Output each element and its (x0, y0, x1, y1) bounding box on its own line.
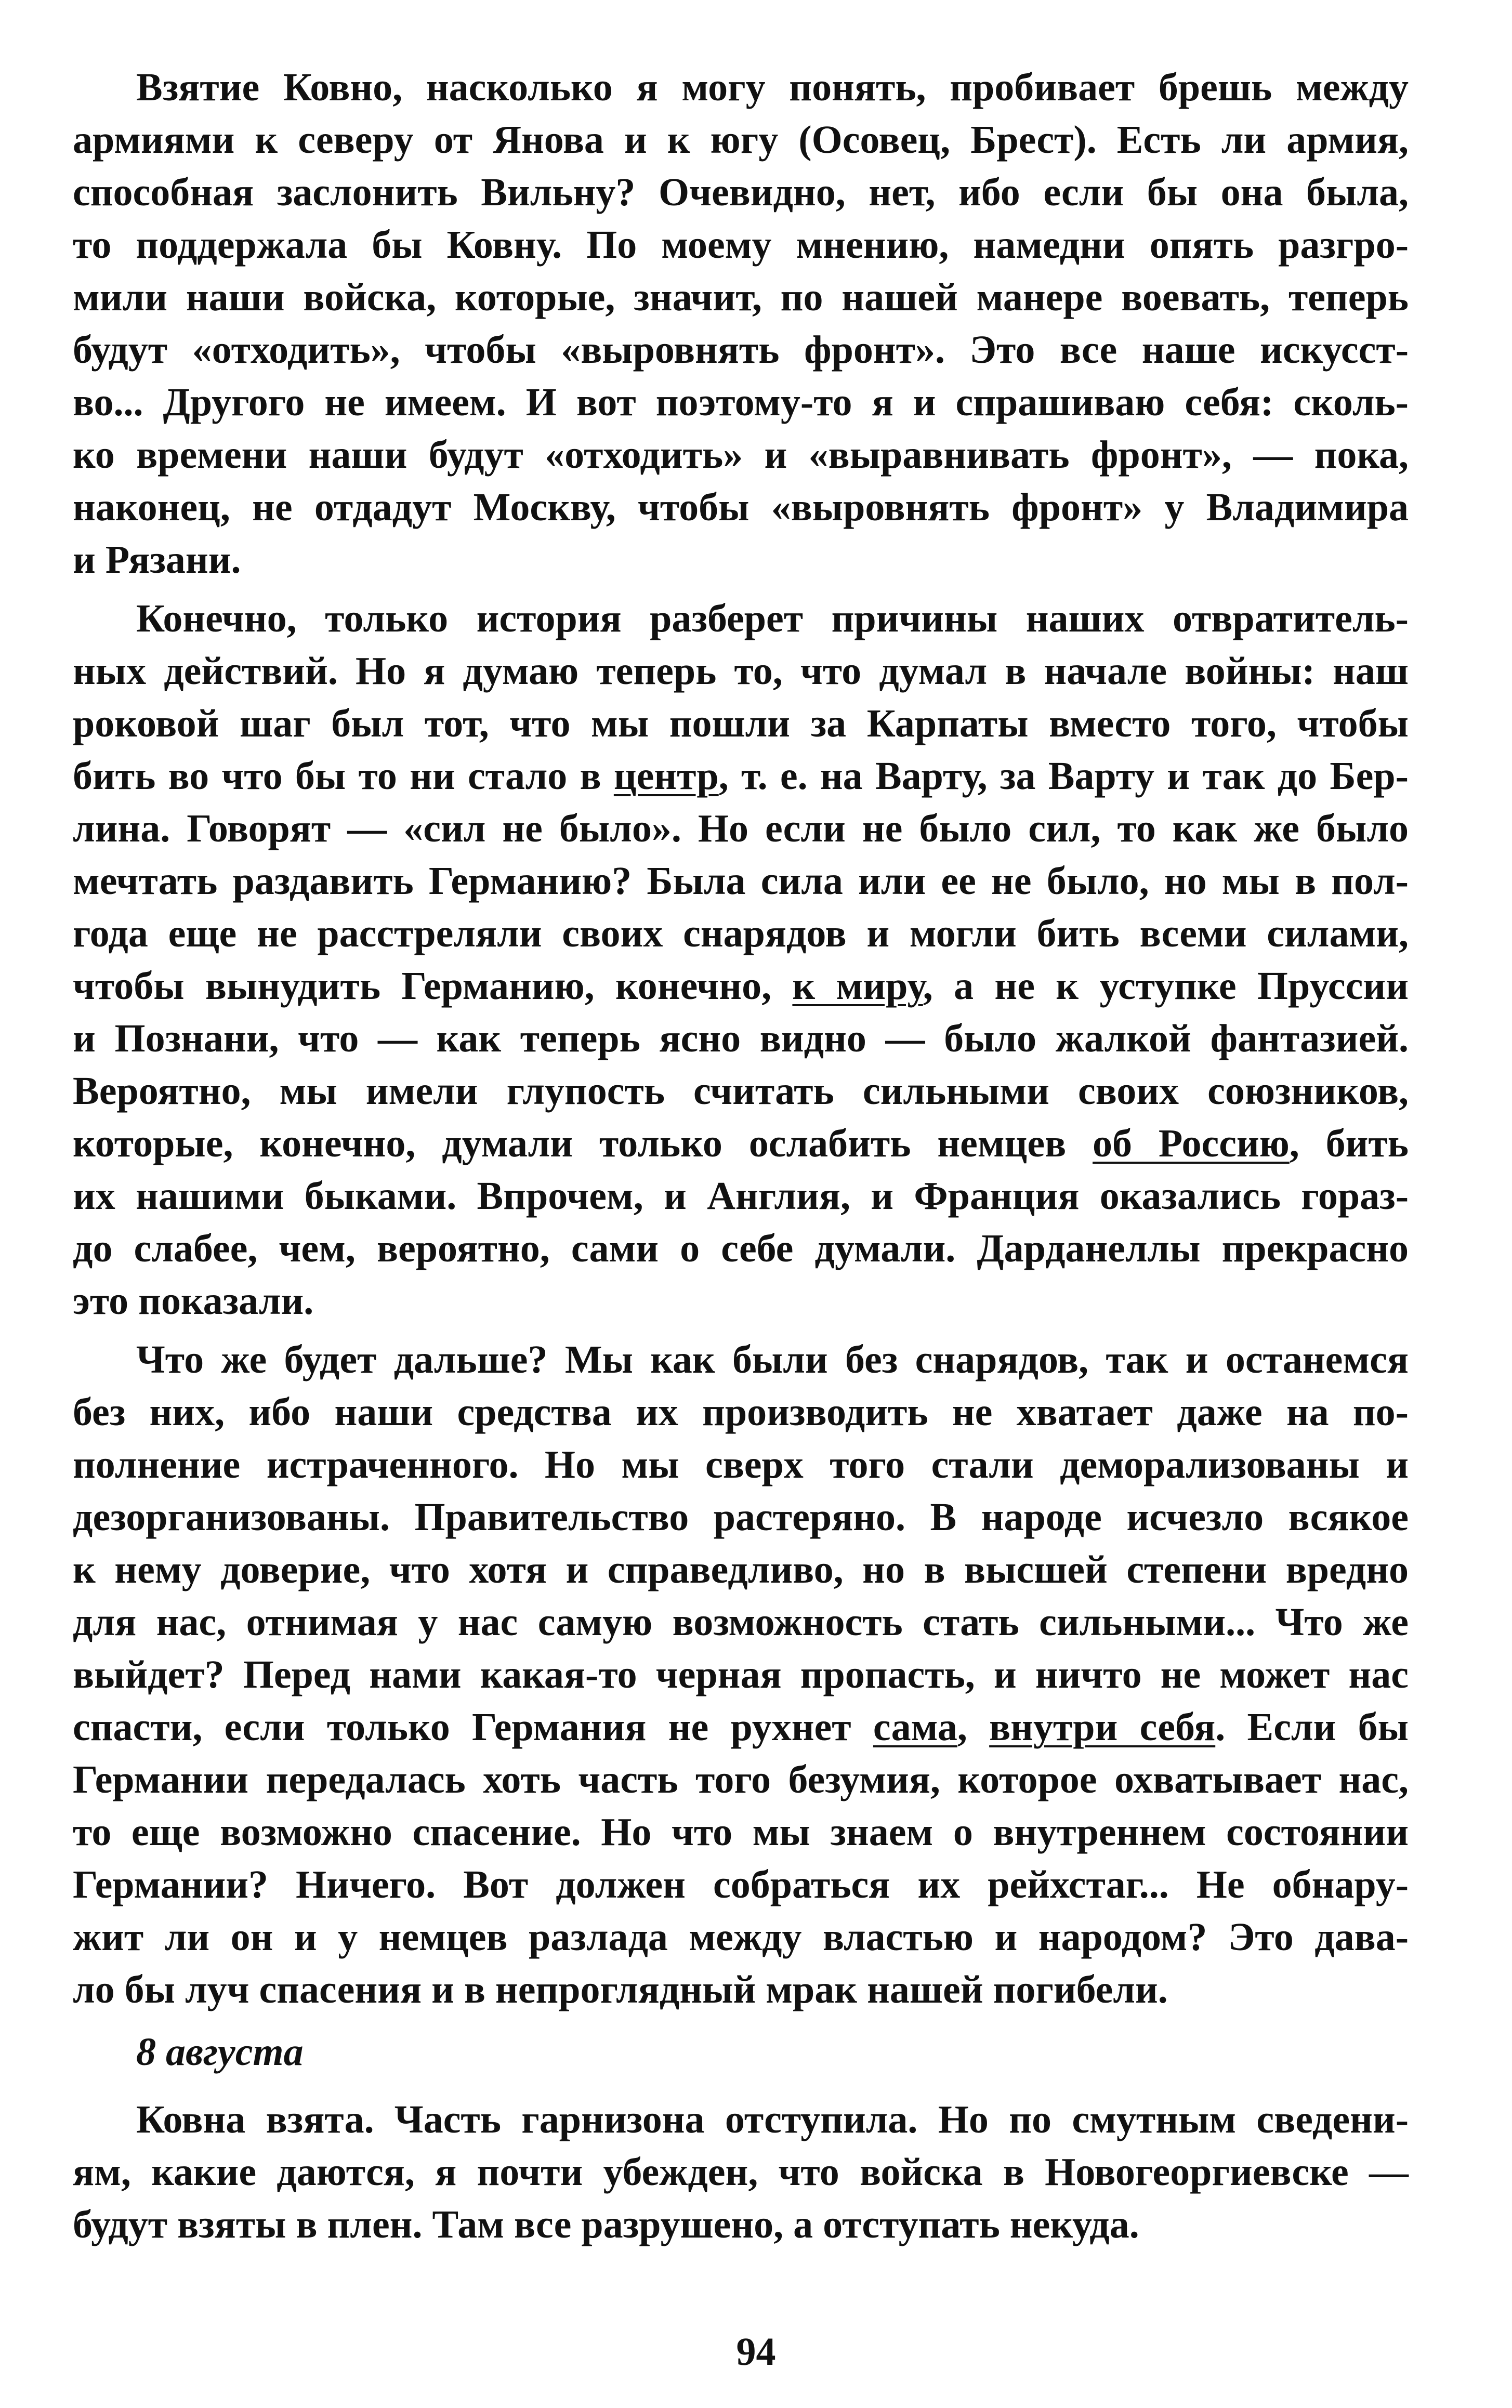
text-line: Конечно, только история разберет причины наших отвратитель- (136, 597, 1409, 640)
text-line: мечтать раздавить Германию? Была сила или ее не было, но мы в пол- (73, 859, 1409, 903)
text-line: и Рязани. (73, 538, 241, 582)
date-heading: 8 августа (136, 2030, 304, 2074)
text-line: будут взяты в плен. Там все разрушено, а отступать некуда. (73, 2203, 1139, 2246)
text-line: года еще не расстреляли своих снарядов и могли бить всеми силами, (73, 912, 1409, 955)
text-line: их нашими быками. Впрочем, и Англия, и Франция оказались горaз- (73, 1174, 1409, 1218)
text-line: мили наши войска, которые, значит, по нашей манере воевать, теперь (73, 275, 1409, 319)
text-line: до слабее, чем, вероятно, сами о себе думали. Дарданеллы прекрасно (73, 1227, 1409, 1270)
text-line: ям, какие даются, я почти убежден, что войска в Новогеоргиевске — (73, 2150, 1409, 2194)
text-line: дезорганизованы. Правительство растеряно. В народе исчезло всякое (73, 1495, 1409, 1539)
text-line: то поддержала бы Ковну. По моему мнению, намедни опять разгро- (73, 223, 1409, 267)
text-line: Что же будет дальше? Мы как были без снарядов, так и останемся (136, 1338, 1409, 1381)
text-line: для нас, отнимая у нас самую возможность стать сильными... Что же (73, 1600, 1409, 1644)
text-line: это показали. (73, 1279, 314, 1323)
text-line: без них, ибо наши средства их производить не хватает даже на по- (73, 1390, 1409, 1434)
text-line: армиями к северу от Янова и к югу (Осовец, Брест). Есть ли армия, (73, 118, 1409, 162)
text-line: способная заслонить Вильну? Очевидно, нет, ибо если бы она была, (73, 170, 1409, 214)
text-line: выйдет? Перед нами какая-то черная пропасть, и ничто не может нас (73, 1653, 1409, 1696)
text-line: Германии передалась хоть часть того безумия, которое охватывает нас, (73, 1758, 1409, 1801)
underlined-emphasis: внутри себя (989, 1705, 1216, 1749)
text-line: Взятие Ковно, насколько я могу понять, пробивает брешь между (136, 65, 1409, 109)
text-line: ко времени наши будут «отходить» и «выравнивать фронт», — пока, (73, 433, 1409, 477)
text-line: чтобы вынудить Германию, конечно, к миру, а не к уступке Пруссии (73, 964, 1409, 1008)
text-line: наконец, не отдадут Москву, чтобы «выровнять фронт» у Владимира (73, 485, 1409, 529)
text-line: к нему доверие, что хотя и справедливо, но в высшей степени вредно (73, 1548, 1409, 1591)
text-line: Ковна взята. Часть гарнизона отступила. Но по смутным сведени- (136, 2098, 1409, 2141)
page-number: 94 (736, 2330, 776, 2374)
text-line: которые, конечно, думали только ослабить немцев об Россию, бить (73, 1122, 1409, 1165)
text-line: Вероятно, мы имели глупость считать сильными своих союзников, (73, 1069, 1409, 1113)
underlined-emphasis: сама (873, 1705, 957, 1749)
text-line: ло бы луч спасения и в непроглядный мрак нашей погибели. (73, 1968, 1168, 2011)
underlined-emphasis: об Россию (1093, 1122, 1290, 1165)
text-line: лина. Говорят — «сил не было». Но если не было сил, то как же было (73, 807, 1409, 850)
text-line: во... Другого не имеем. И вот поэтому-то я и спрашиваю себя: сколь- (73, 380, 1409, 424)
text-line: роковой шаг был тот, что мы пошли за Карпаты вместо того, чтобы (73, 702, 1409, 745)
text-line: ных действий. Но я думаю теперь то, что думал в начале войны: наш (73, 649, 1409, 693)
text-line: то еще возможно спасение. Но что мы знаем о внутреннем состоянии (73, 1810, 1409, 1854)
text-line: Германии? Ничего. Вот должен собраться их рейхстаг... Не обнару- (73, 1863, 1409, 1906)
text-line: бить во что бы то ни стало в центр, т. е. на Варту, за Варту и так до Бер- (73, 754, 1409, 798)
text-line: жит ли он и у немцев разлада между властью и народом? Это давa- (73, 1915, 1409, 1959)
text-line: полнение истраченного. Но мы сверх того стали деморализованы и (73, 1443, 1409, 1486)
text-line: и Познани, что — как теперь ясно видно — было жалкой фантазией. (73, 1017, 1409, 1060)
underlined-emphasis: центр (613, 754, 719, 798)
underlined-emphasis: к миру (792, 964, 923, 1008)
text-line: спасти, если только Германия не рухнет сама, внутри себя. Если бы (73, 1705, 1409, 1749)
text-line: будут «отходить», чтобы «выровнять фронт». Это все наше искусст- (73, 328, 1409, 372)
